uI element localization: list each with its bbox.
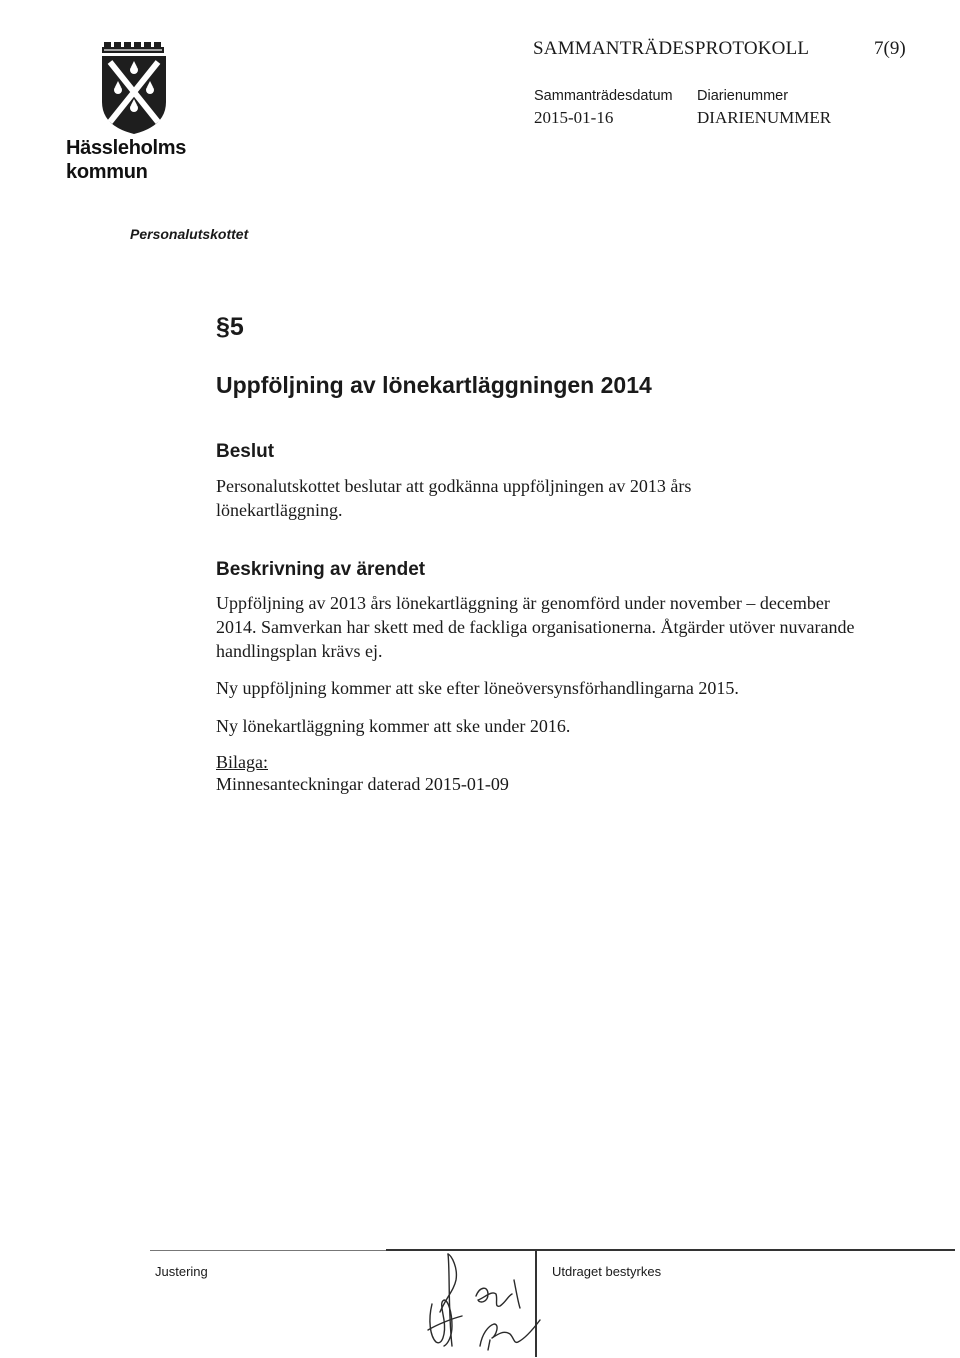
handwritten-signatures	[418, 1250, 558, 1358]
document-type: SAMMANTRÄDESPROTOKOLL	[533, 38, 810, 59]
section-number: §5	[216, 313, 244, 341]
decision-text: Personalutskottet beslutar att godkänna uppföljningen av 2013 års lönekartläggning.	[216, 476, 692, 520]
next-mapping-text: Ny lönekartläggning kommer att ske under 2016.	[216, 716, 571, 736]
decision-heading: Beslut	[216, 441, 275, 462]
followup-text: Ny uppföljning kommer att ske efter löneöversynsförhandlingarna 2015.	[216, 678, 739, 698]
attachment-item: Minnesanteckningar daterad 2015-01-09	[216, 774, 509, 794]
description-text: Uppföljning av 2013 års lönekartläggning är genomförd under november – december 2014. Samverkan har skett med de fackliga organisationerna. Åtgärder utöver nuvarande handlingsplan krävs ej.	[216, 593, 855, 661]
page-number: 7(9)	[874, 38, 906, 59]
attachment-label: Bilaga:	[216, 752, 268, 772]
coat-of-arms-icon	[98, 38, 170, 136]
footer-left-rule	[150, 1250, 386, 1251]
committee-name: Personalutskottet	[130, 226, 249, 242]
section-title: Uppföljning av lönekartläggningen 2014	[216, 372, 652, 398]
registration-number-label: Diarienummer	[697, 88, 789, 104]
meeting-date: 2015-01-16	[534, 108, 614, 127]
verification-label: Justering	[155, 1264, 208, 1279]
meeting-date-label: Sammanträdesdatum	[534, 88, 673, 104]
registration-number: DIARIENUMMER	[697, 108, 832, 127]
municipality-name: Hässleholms kommun	[66, 137, 187, 183]
description-heading: Beskrivning av ärendet	[216, 559, 426, 580]
extract-certified-label: Utdraget bestyrkes	[552, 1264, 662, 1279]
